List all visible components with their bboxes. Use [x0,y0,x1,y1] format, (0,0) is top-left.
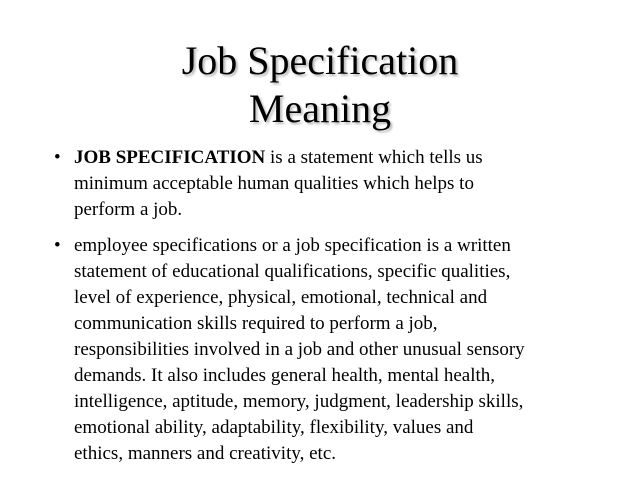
bullet-marker: • [54,235,61,256]
bullet-list [53,145,613,467]
bullet-marker: • [54,147,61,168]
bullet-2-line-8: emotional ability, adaptability, flexibility, values and [74,417,474,438]
bullet-1-line-3: perform a job. [74,199,183,220]
bullet-2-line-1: employee specifications or a job specification is a written [74,235,511,256]
bullet-2-line-6: demands. It also includes general health, mental health, [74,365,496,386]
title-line-1: Job Specification [181,38,459,83]
bullet-2-line-9: ethics, manners and creativity, etc. [74,443,337,464]
job-specification-term: JOB SPECIFICATION [74,147,266,168]
bullet-employee-specifications [53,233,613,467]
bullet-1-line-1 [74,145,613,171]
title-line-2: Meaning [248,86,392,131]
bullet-2-line-4: communication skills required to perform a job, [74,313,438,334]
bullet-1-line-2: minimum acceptable human qualities which helps to [74,173,474,194]
bullet-1-line-1-text: is a statement which tells us [265,147,483,168]
slide-title [60,37,580,133]
bullet-2-line-7: intelligence, aptitude, memory, judgment, leadership skills, [74,391,524,412]
bullet-2-line-2: statement of educational qualifications, specific qualities, [74,261,511,282]
bullet-2-line-5: responsibilities involved in a job and other unusual sensory [74,339,525,360]
bullet-2-line-3: level of experience, physical, emotional, technical and [74,287,488,308]
bullet-job-specification [53,145,613,223]
